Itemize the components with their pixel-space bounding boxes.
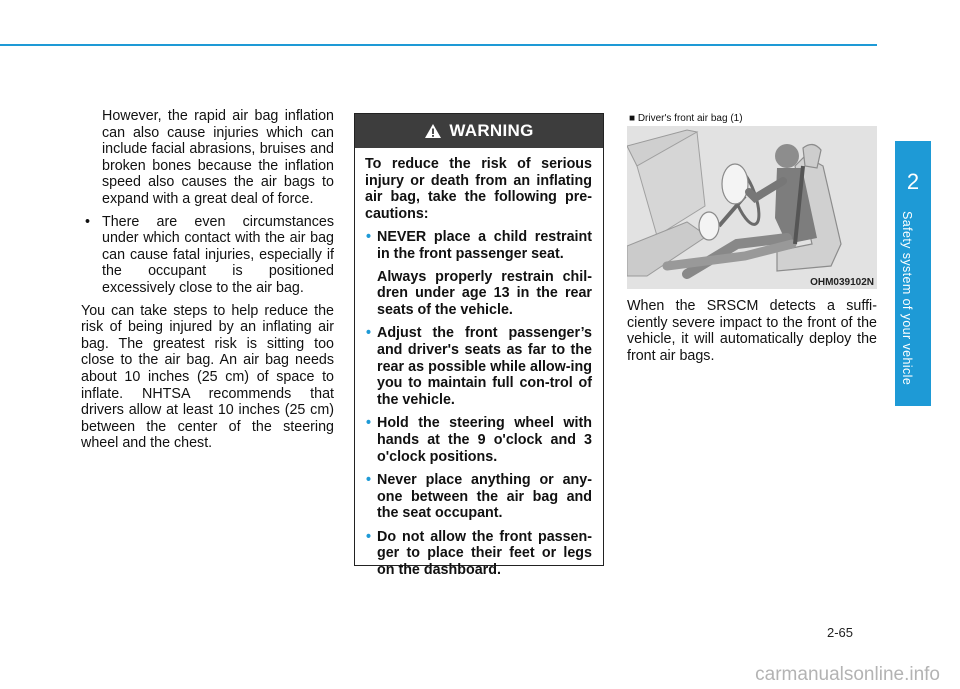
bullet-text: There are even circumstances under which contact with the air bag can cause fatal injuries, especially if the occupant is positioned excessively close to the air bag. [102, 213, 334, 296]
warning-item [365, 325, 592, 408]
warning-item-subtext: Always properly restrain chil-dren under age 13 in the rear seats of the vehicle. [377, 268, 592, 318]
warning-item-text: Do not allow the front passen-ger to place their feet or legs on the dashboard. [377, 528, 592, 579]
warning-triangle-icon [424, 123, 442, 139]
warning-item-text: Adjust the front passenger’s and driver's seats as far to the rear as possible while allow-ing you to maintain full con-trol of the vehicle. [377, 325, 592, 408]
bullet-icon: • [366, 472, 372, 489]
warning-title: WARNING [449, 121, 534, 140]
warning-item [365, 472, 592, 522]
warning-box [354, 113, 604, 579]
left-column [81, 108, 334, 458]
bullet-icon: • [85, 213, 91, 230]
warning-header [355, 114, 603, 148]
right-column-text: When the SRSCM detects a suffi-ciently severe impact to the front of the vehicle, it will automatically deploy the front air bags. [627, 298, 877, 364]
warning-item-text: Never place anything or any-one between the air bag and the seat occupant. [377, 472, 592, 522]
bullet-item [81, 214, 334, 297]
top-rule [0, 44, 877, 46]
warning-item-text: NEVER place a child restraint in the front passenger seat. [377, 229, 592, 262]
warning-item-text: Hold the steering wheel with hands at the 9 o'clock and 3 o'clock positions. [377, 415, 592, 465]
chapter-title: Safety system of your vehicle [900, 211, 914, 386]
bullet-icon: • [366, 325, 372, 342]
bullet-icon: • [366, 528, 372, 545]
figure-caption: ■ Driver's front air bag (1) [629, 113, 743, 124]
paragraph: However, the rapid air bag inflation can also cause injuries which can include facial abrasions, bruises and broken bones because the inflation speed also causes the air bags to expand with a great deal of force. [102, 108, 334, 207]
watermark: carmanualsonline.info [755, 664, 940, 685]
page-number: 2-65 [827, 625, 854, 640]
bullet-icon: • [366, 229, 372, 246]
warning-item [365, 529, 592, 579]
bullet-icon: • [366, 415, 372, 432]
chapter-tab [895, 141, 931, 406]
warning-item [365, 415, 592, 465]
driver-airbag-illustration [627, 126, 877, 289]
warning-intro: To reduce the risk of serious injury or death from an inflating air bag, take the following pre-cautions: [365, 156, 592, 222]
airbag-illustration [627, 126, 877, 289]
figure-code: OHM039102N [810, 277, 874, 288]
chapter-number: 2 [906, 169, 920, 194]
warning-body [355, 148, 603, 579]
warning-item [365, 229, 592, 318]
paragraph: You can take steps to help reduce the risk of being injured by an inflating air bag. The greatest risk is sitting too close to the air bag. An air bag needs about 10 inches (25 cm) of space to inflate. NHTSA recommends that drivers allow at least 10 inches (25 cm) between the center of the steering wheel and the chest. [81, 302, 334, 452]
